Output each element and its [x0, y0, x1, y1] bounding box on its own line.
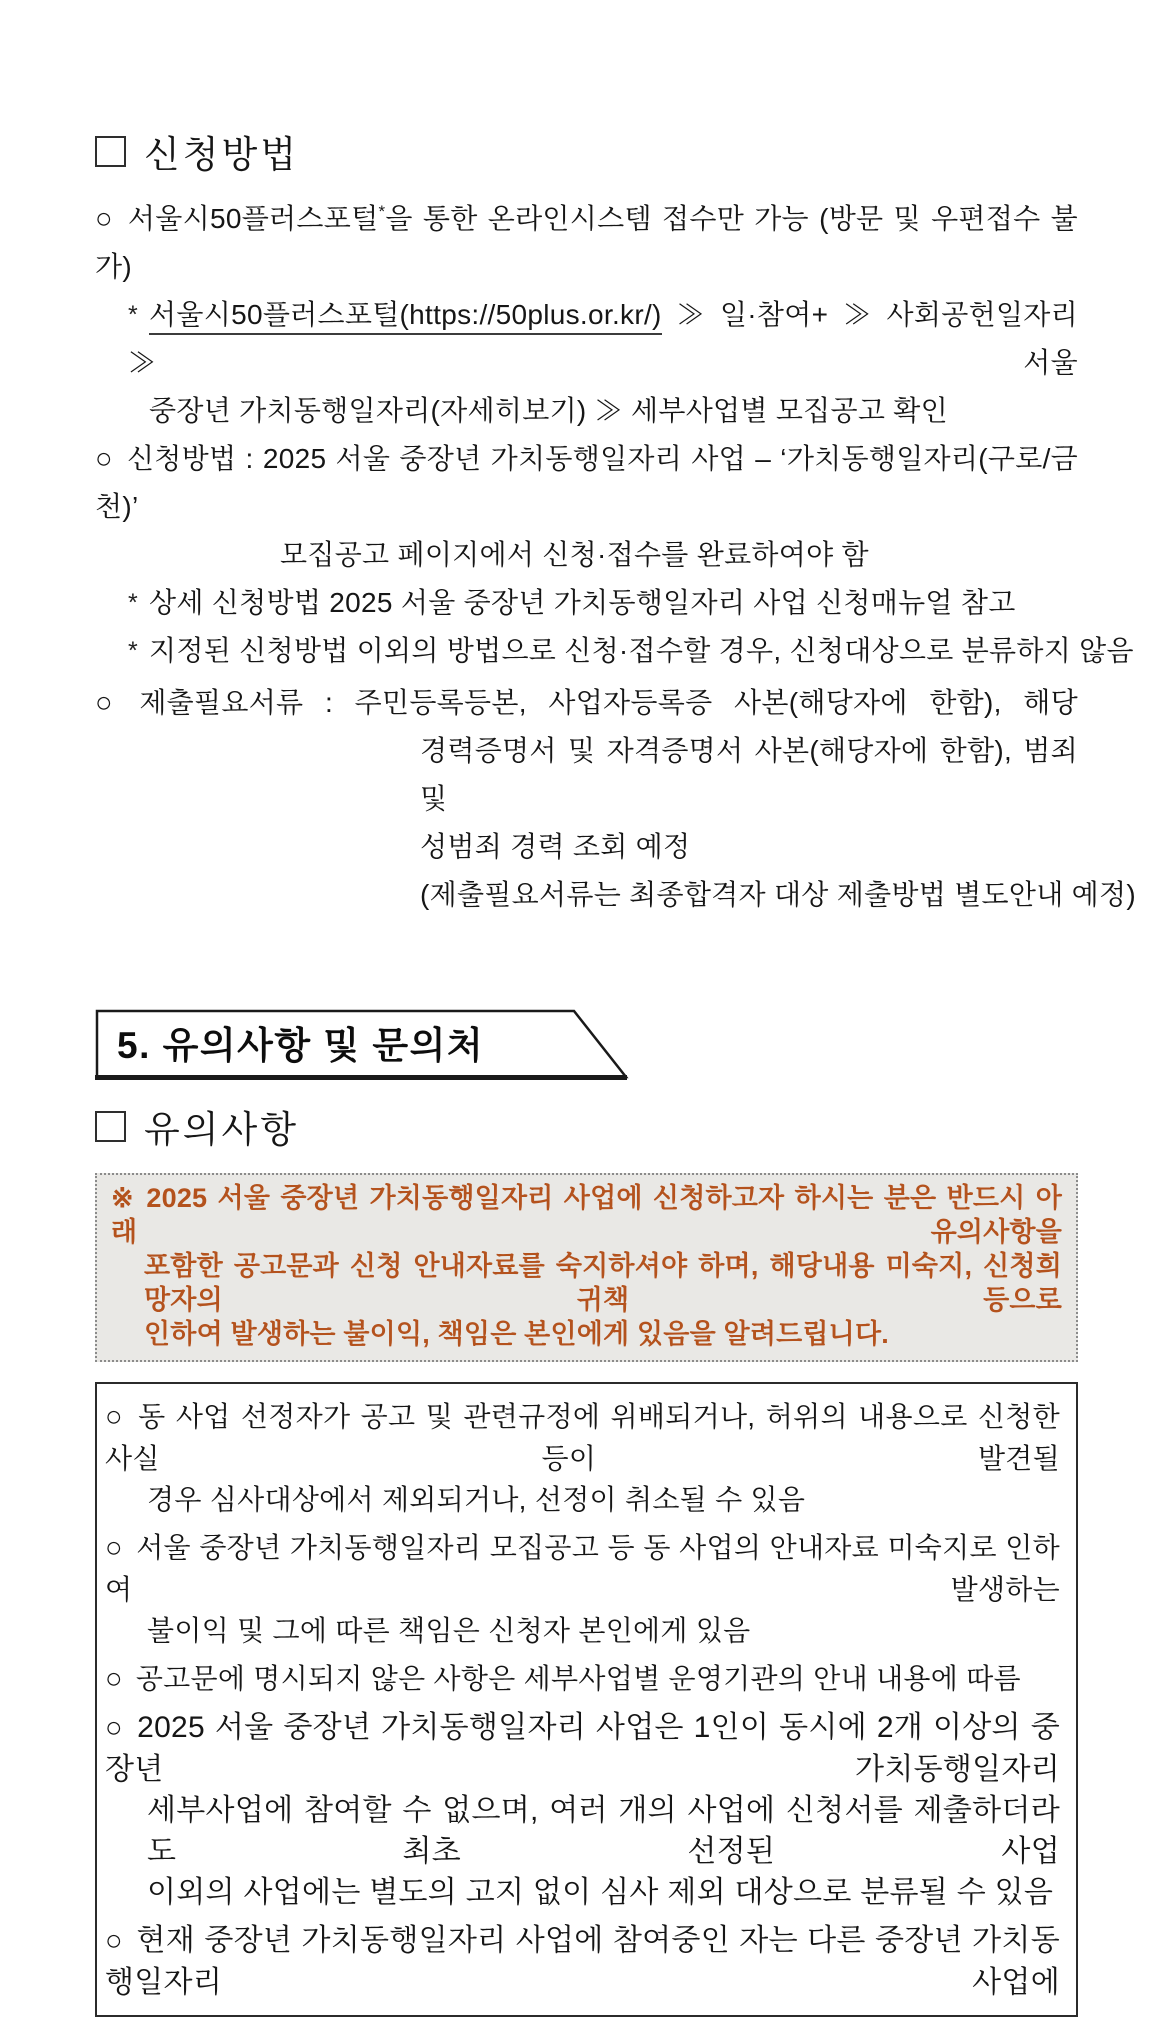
rule-item-1 — [105, 1396, 1060, 1520]
reference-mark-icon: ※ — [111, 1183, 137, 1213]
rule4-line1-text: 2025 서울 중장년 가치동행일자리 사업은 1인이 동시에 2개 이상의 중장년 가치동행일자리 — [105, 1711, 1060, 1786]
rule5-line1-text: 현재 중장년 가치동행일자리 사업에 참여중인 자는 다른 중장년 가치동행일자리 사업에 — [105, 1924, 1060, 1999]
rule-item-3 — [105, 1658, 1060, 1700]
caution-heading — [95, 1105, 1078, 1150]
rule5-line1 — [105, 1920, 1060, 2003]
section5-title: 5. 유의사항 및 문의처 — [117, 1025, 485, 1066]
docs-text: 제출필요서류 : 주민등록등본, 사업자등록증 사본(해당자에 한함), 해당 — [139, 687, 1078, 718]
star-bullet-icon: * — [128, 301, 139, 329]
apply-line-docs3 — [95, 823, 1078, 871]
rule2-line2-text: 불이익 및 그에 따른 책임은 신청자 본인에게 있음 — [147, 1615, 751, 1646]
portal-path2-text: 중장년 가치동행일자리(자세히보기) ≫ 세부사업별 모집공고 확인 — [149, 395, 948, 426]
circle-bullet-icon: ○ — [105, 1925, 124, 1957]
rule4-line2 — [105, 1790, 1060, 1872]
document-content — [95, 0, 1136, 2017]
notice-line1-text: 2025 서울 중장년 가치동행일자리 사업에 신청하고자 하시는 분은 반드시 아래 유의사항을 — [111, 1183, 1062, 1247]
rule3-line1-text: 공고문에 명시되지 않은 사항은 세부사업별 운영기관의 안내 내용에 따름 — [135, 1663, 1021, 1694]
apply-line-portal-path — [95, 291, 1078, 387]
apply-line-note-method — [95, 627, 1134, 675]
note-manual-text: 상세 신청방법 2025 서울 중장년 가치동행일자리 사업 신청매뉴얼 참고 — [149, 587, 1016, 618]
online-text-pre: 서울시50플러스포털 — [127, 203, 379, 234]
rule-item-5 — [105, 1920, 1060, 2003]
circle-bullet-icon: ○ — [105, 1532, 124, 1564]
circle-bullet-icon: ○ — [95, 203, 115, 235]
apply-line-method — [95, 435, 1078, 531]
square-bullet-icon — [95, 136, 126, 167]
docs4-text: (제출필요서류는 최종합격자 대상 제출방법 별도안내 예정) — [420, 879, 1136, 910]
apply-line-method2 — [95, 531, 1078, 579]
apply-line-docs — [95, 679, 1078, 727]
notice-line3-text: 인하여 발생하는 불이익, 책임은 본인에게 있음을 알려드립니다. — [144, 1319, 889, 1349]
circle-bullet-icon: ○ — [105, 1663, 123, 1695]
portal-path-rest: ≫ 일·참여+ ≫ 사회공헌일자리 ≫ 서울 — [128, 299, 1078, 378]
rule4-line3 — [105, 1872, 1060, 1913]
rule1-line1-text: 동 사업 선정자가 공고 및 관련규정에 위배되거나, 허위의 내용으로 신청한 사실 등이 발견될 — [105, 1401, 1060, 1474]
apply-line-note-manual — [95, 579, 1078, 627]
apply-line-docs4 — [95, 871, 1136, 919]
notice-box — [95, 1173, 1078, 1362]
star-bullet-icon: * — [128, 637, 139, 665]
portal-url-link[interactable]: 서울시50플러스포털(https://50plus.or.kr/) — [149, 299, 662, 335]
apply-line-docs2 — [95, 727, 1078, 823]
notice-line-2 — [111, 1249, 1062, 1317]
notice-line2-text: 포함한 공고문과 신청 안내자료를 숙지하셔야 하며, 해당내용 미숙지, 신청희망자의 귀책 등으로 — [144, 1251, 1062, 1315]
footnote-asterisk: * — [378, 202, 386, 221]
docs2-text: 경력증명서 및 자격증명서 사본(해당자에 한함), 범죄 및 — [420, 735, 1078, 814]
rule4-line1 — [105, 1707, 1060, 1790]
rule-item-2 — [105, 1527, 1060, 1651]
rule3-line1 — [105, 1658, 1060, 1700]
circle-bullet-icon: ○ — [95, 687, 127, 719]
docs3-text: 성범죄 경력 조회 예정 — [420, 831, 691, 862]
note-method-text: 지정된 신청방법 이외의 방법으로 신청·접수할 경우, 신청대상으로 분류하지 않음 — [149, 635, 1134, 666]
rule4-line2-text: 세부사업에 참여할 수 없으며, 여러 개의 사업에 신청서를 제출하더라도 최초 선정된 사업 — [147, 1794, 1060, 1868]
circle-bullet-icon: ○ — [105, 1401, 126, 1433]
apply-line-online — [95, 188, 1078, 291]
method2-text: 모집공고 페이지에서 신청·접수를 완료하여야 함 — [280, 539, 869, 570]
rule1-line1 — [105, 1396, 1060, 1479]
apply-heading-text: 신청방법 — [144, 134, 299, 175]
apply-line-portal-path2 — [95, 387, 1078, 435]
circle-bullet-icon: ○ — [95, 443, 114, 475]
rule4-line3-text: 이외의 사업에는 별도의 고지 없이 심사 제외 대상으로 분류될 수 있음 — [147, 1876, 1054, 1909]
rule2-line1-text: 서울 중장년 가치동행일자리 모집공고 등 동 사업의 안내자료 미숙지로 인하여 발생하는 — [105, 1532, 1060, 1605]
rule2-line2 — [105, 1610, 1060, 1651]
notice-line-3 — [111, 1317, 1062, 1351]
rule1-line2-text: 경우 심사대상에서 제외되거나, 선정이 취소될 수 있음 — [147, 1484, 806, 1515]
rule1-line2 — [105, 1479, 1060, 1520]
rule2-line1 — [105, 1527, 1060, 1610]
square-bullet-icon — [95, 1111, 126, 1142]
apply-heading — [95, 130, 1078, 175]
rule-item-4 — [105, 1707, 1060, 1913]
notice-line-1 — [111, 1181, 1062, 1249]
caution-heading-text: 유의사항 — [144, 1109, 299, 1150]
section5-banner — [95, 1009, 629, 1081]
rules-box — [95, 1382, 1078, 2017]
circle-bullet-icon: ○ — [105, 1712, 125, 1744]
method-text: 신청방법 : 2025 서울 중장년 가치동행일자리 사업 – ‘가치동행일자리(구로/금천)’ — [95, 443, 1078, 522]
online-text-post: 을 통한 온라인시스템 접수만 가능 (방문 및 우편접수 불가) — [95, 203, 1078, 282]
star-bullet-icon: * — [128, 589, 139, 617]
